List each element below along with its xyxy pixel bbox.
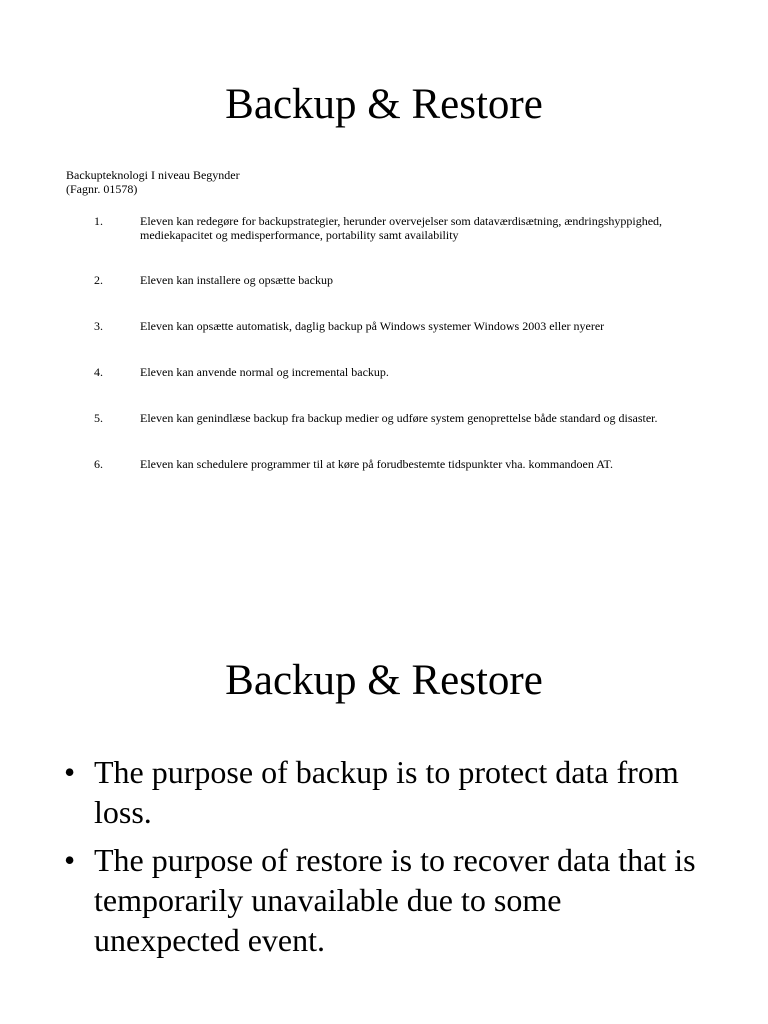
objective-text: Eleven kan installere og opsætte backup [140, 273, 333, 287]
slide-2-title: Backup & Restore [225, 657, 543, 704]
objective-text: Eleven kan redegøre for backupstrategier, herunder overvejelser som dataværdisætning, ændringshyppighed, mediekapacitet og medisperformance, portability samt availability [140, 214, 663, 242]
slide-1-title: Backup & Restore [225, 81, 543, 128]
objective-text: Eleven kan schedulere programmer til at køre på forudbestemte tidspunkter vha. kommandoen AT. [140, 457, 613, 471]
course-name: Backupteknologi I niveau Begynder [66, 168, 240, 182]
objective-text: Eleven kan genindlæse backup fra backup medier og udføre system genoprettelse både standard og disaster. [140, 411, 658, 425]
bullet-text: The purpose of restore is to recover data that is temporarily unavailable due to some unexpected event. [94, 842, 696, 958]
bullet-icon: • [64, 842, 76, 878]
course-number: (Fagnr. 01578) [66, 182, 138, 196]
objective-text: Eleven kan opsætte automatisk, daglig backup på Windows systemer Windows 2003 eller nyerer [140, 319, 605, 333]
objective-number: 2. [94, 273, 103, 287]
objective-number: 1. [94, 214, 103, 228]
objective-number: 5. [94, 411, 103, 425]
slide-2 [0, 512, 768, 1024]
bullet-text: The purpose of backup is to protect data from loss. [94, 754, 679, 830]
bullet-icon: • [64, 754, 76, 790]
objective-number: 3. [94, 319, 103, 333]
objective-number: 4. [94, 365, 103, 379]
objective-number: 6. [94, 457, 103, 471]
objective-text: Eleven kan anvende normal og incremental backup. [140, 365, 389, 379]
course-subtitle [66, 168, 240, 196]
